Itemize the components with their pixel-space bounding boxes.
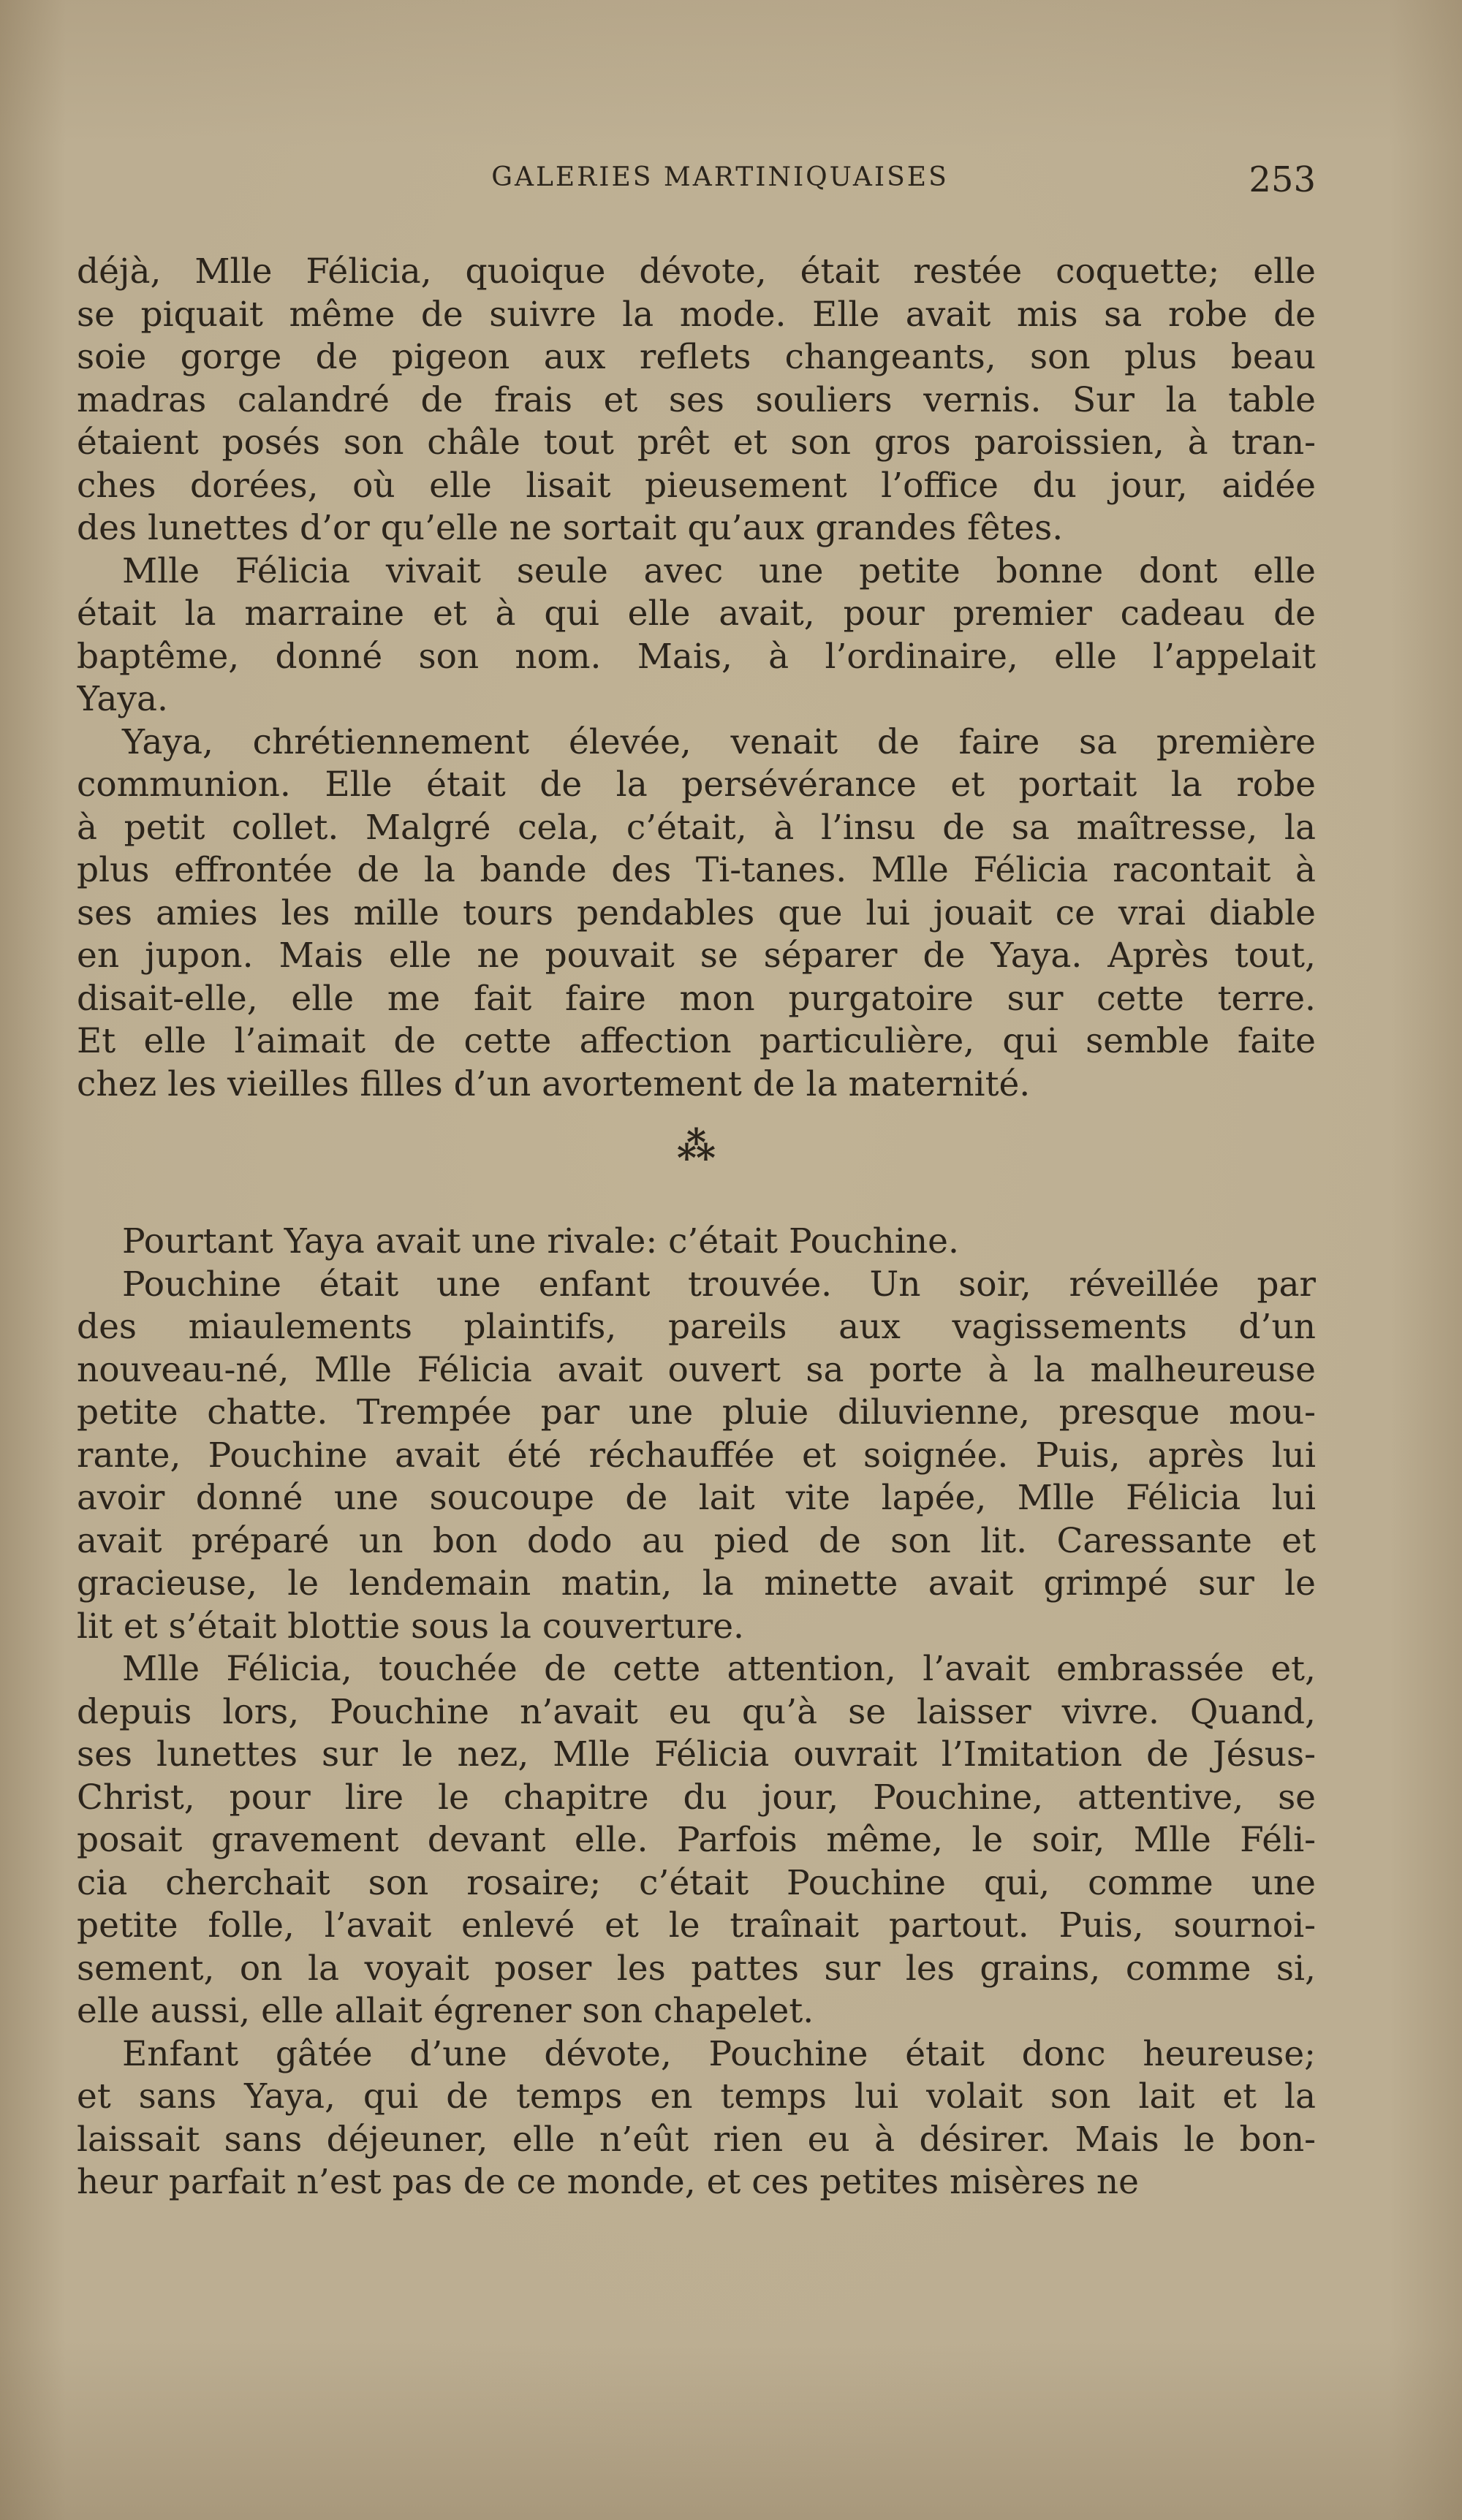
text-line: cia cherchait son rosaire; c’était Pouchine qui, comme une — [77, 1862, 1316, 1903]
section-separator — [77, 1106, 1316, 1221]
text-line: Pouchine était une enfant trouvée. Un soir, réveillée par — [122, 1264, 1316, 1305]
text-line: rante, Pouchine avait été réchauffée et soignée. Puis, après lui — [77, 1435, 1316, 1476]
text-line: Yaya, chrétiennement élevée, venait de faire sa première — [122, 721, 1316, 762]
text-line: étaient posés son châle tout prêt et son gros paroissien, à tran- — [77, 422, 1316, 463]
text-line: était la marraine et à qui elle avait, pour premier cadeau de — [77, 593, 1316, 634]
text-line: Enfant gâtée d’une dévote, Pouchine était donc heureuse; — [122, 2033, 1316, 2074]
paragraph — [77, 251, 1316, 550]
text-line: depuis lors, Pouchine n’avait eu qu’à se laisser vivre. Quand, — [77, 1691, 1316, 1732]
text-line: nouveau-né, Mlle Félicia avait ouvert sa porte à la malheureuse — [77, 1349, 1316, 1390]
text-line: ches dorées, où elle lisait pieusement l’office du jour, aidée — [77, 465, 1316, 506]
text-line: et sans Yaya, qui de temps en temps lui volait son lait et la — [77, 2076, 1316, 2117]
paragraph — [77, 1264, 1316, 1649]
text-line: se piquait même de suivre la mode. Elle avait mis sa robe de — [77, 294, 1316, 335]
running-head — [80, 159, 1316, 203]
paragraph — [77, 1221, 1316, 1264]
text-line: des miaulements plaintifs, pareils aux vagissements d’un — [77, 1307, 1316, 1347]
text-line: ses lunettes sur le nez, Mlle Félicia ouvrait l’Imitation de Jésus- — [77, 1734, 1316, 1775]
text-line: Et elle l’aimait de cette affection particulière, qui semble faite — [77, 1021, 1316, 1061]
text-line: disait-elle, elle me fait faire mon purgatoire sur cette terre. — [77, 978, 1316, 1019]
text-line: communion. Elle était de la persévérance et portait la robe — [77, 764, 1316, 805]
paragraph — [77, 550, 1316, 721]
text-line: lit et s’était blottie sous la couverture. — [77, 1606, 744, 1647]
text-line: Yaya. — [77, 679, 168, 719]
text-line: Mlle Félicia vivait seule avec une petite bonne dont elle — [122, 550, 1316, 591]
text-line: soie gorge de pigeon aux reflets changeants, son plus beau — [77, 337, 1316, 377]
text-line: avait préparé un bon dodo au pied de son lit. Caressante et — [77, 1520, 1316, 1561]
paragraph — [77, 2033, 1316, 2204]
running-title: GALERIES MARTINIQUAISES — [491, 162, 949, 192]
text-line: heur parfait n’est pas de ce monde, et ces petites misères ne — [77, 2162, 1139, 2202]
text-line: elle aussi, elle allait égrener son chapelet. — [77, 1991, 814, 2031]
text-line: petite folle, l’avait enlevé et le traînait partout. Puis, sournoi- — [77, 1905, 1316, 1946]
text-line: ses amies les mille tours pendables que lui jouait ce vrai diable — [77, 892, 1316, 933]
text-line: à petit collet. Malgré cela, c’était, à l’insu de sa maîtresse, la — [77, 807, 1316, 848]
asterism: ⁂ — [676, 1124, 716, 1169]
text-line: en jupon. Mais elle ne pouvait se séparer de Yaya. Après tout, — [77, 935, 1316, 976]
text-line: sement, on la voyait poser les pattes sur les grains, comme si, — [77, 1948, 1316, 1989]
paragraph — [77, 721, 1316, 1107]
text-line: plus effrontée de la bande des Ti-tanes. Mlle Félicia racontait à — [77, 850, 1316, 890]
text-line: Pourtant Yaya avait une rivale: c’était Pouchine. — [122, 1221, 959, 1261]
text-line: des lunettes d’or qu’elle ne sortait qu’aux grandes fêtes. — [77, 508, 1064, 548]
page-number: 253 — [1249, 159, 1316, 200]
text-line: laissait sans déjeuner, elle n’eût rien eu à désirer. Mais le bon- — [77, 2119, 1316, 2160]
text-line: madras calandré de frais et ses souliers vernis. Sur la table — [77, 379, 1316, 420]
text-line: baptême, donné son nom. Mais, à l’ordinaire, elle l’appelait — [77, 636, 1316, 677]
body-text — [77, 251, 1316, 2204]
text-line: Mlle Félicia, touchée de cette attention, l’avait embrassée et, — [122, 1649, 1316, 1689]
text-line: posait gravement devant elle. Parfois même, le soir, Mlle Féli- — [77, 1820, 1316, 1860]
paragraph — [77, 1648, 1316, 2033]
text-line: déjà, Mlle Félicia, quoique dévote, était restée coquette; elle — [77, 251, 1316, 292]
text-line: gracieuse, le lendemain matin, la minette avait grimpé sur le — [77, 1563, 1316, 1604]
text-line: avoir donné une soucoupe de lait vite lapée, Mlle Félicia lui — [77, 1478, 1316, 1518]
text-line: petite chatte. Trempée par une pluie diluvienne, presque mou- — [77, 1392, 1316, 1432]
text-line: chez les vieilles filles d’un avortement de la maternité. — [77, 1063, 1031, 1104]
text-line: Christ, pour lire le chapitre du jour, Pouchine, attentive, se — [77, 1777, 1316, 1818]
